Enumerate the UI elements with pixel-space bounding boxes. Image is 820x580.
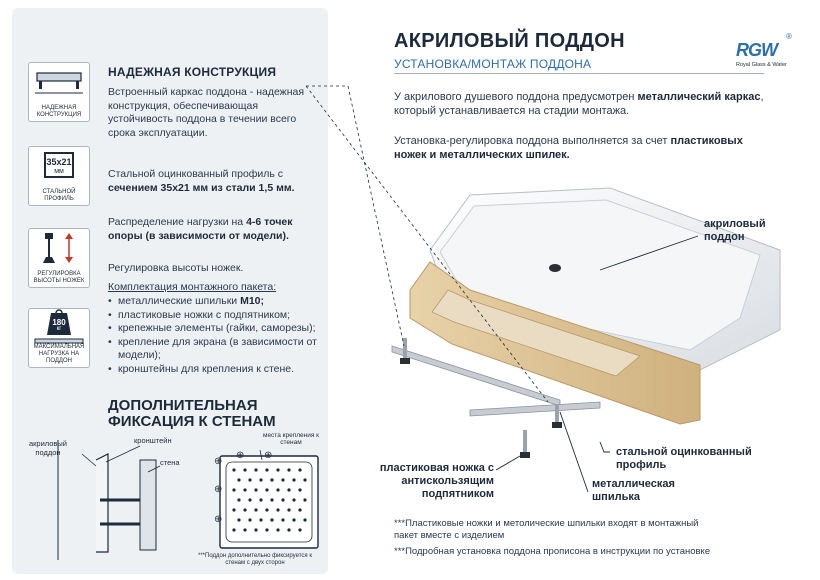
kit-item-text: пластиковые ножки с подпятником; bbox=[118, 308, 291, 321]
steel-profile-icon-unit: мм bbox=[54, 168, 64, 175]
max-load-icon-unit: кг bbox=[56, 326, 62, 332]
callout-plastic-leg: пластиковая ножка с антискользящим подпятником bbox=[379, 462, 494, 500]
page-title: АКРИЛОВЫЙ ПОДДОН bbox=[394, 30, 625, 52]
intro-p2-start: Установка-регулировка поддона выполняется за счет bbox=[394, 135, 671, 147]
callout-acrylic-tray: акриловый поддон bbox=[704, 218, 766, 243]
kit-item-text: металлические шпильки bbox=[118, 295, 241, 307]
page-subtitle: УСТАНОВКА/МОНТАЖ ПОДДОНА bbox=[394, 57, 592, 71]
kit-heading: Комплектация монтажного пакета: bbox=[108, 281, 277, 293]
label-tray-small: акриловый поддон bbox=[28, 439, 67, 457]
height-adjust-text: Регулировка высоты ножек. bbox=[108, 262, 244, 274]
callout-steel-profile: стальной оцинкованный профиль bbox=[616, 446, 752, 471]
max-load-icon-value: 180 bbox=[52, 318, 66, 327]
intro-p1-end: , который устанавливается на стадии монтажа. bbox=[394, 91, 764, 117]
label-bracket: кронштейн bbox=[134, 436, 172, 445]
callout-metal-stud: металлическая шпилька bbox=[592, 478, 675, 503]
note-kit: ***Пластиковые ножки и метолические шпильки входят в монтажный пакет вместе с изделием bbox=[394, 518, 699, 541]
kit-item-text: крепежные элементы (гайки, саморезы); bbox=[118, 322, 316, 334]
height-adjust-icon-caption: РЕГУЛИРОВКА ВЫСОТЫ НОЖЕК bbox=[33, 271, 85, 284]
drain-hole bbox=[549, 264, 561, 272]
fixation-cross-3: ⊕ bbox=[214, 514, 223, 525]
max-load-icon-caption: МАКСИМАЛЬНАЯ НАГРУЗКА НА ПОДДОН bbox=[33, 344, 85, 364]
kit-item-text: крепление для экрана (в зависимости от модели); bbox=[118, 335, 317, 361]
load-text-start: Распределение нагрузки на bbox=[108, 216, 247, 228]
construction-text: Встроенный каркас поддона - надежная конструкция, обеспечивающая устойчивость поддона в течении всего срока эксплуатации. bbox=[108, 86, 305, 139]
intro-p2-bold: пластиковых ножек и металлических шпилек. bbox=[394, 135, 743, 161]
kit-item-bold: М10; bbox=[240, 295, 265, 307]
steel-profile-bar-2 bbox=[470, 402, 600, 416]
fixation-cross-1: ⊕ bbox=[214, 456, 223, 467]
note-instructions: ***Подробная установка поддона прописона в инструкции по установке bbox=[394, 546, 711, 557]
wall-fixation-footnote: ***Поддон дополнительно фиксируется к стенам с двух сторон bbox=[198, 553, 312, 566]
logo-registered: ® bbox=[786, 32, 792, 41]
logo-text: RGW bbox=[736, 40, 777, 60]
steel-profile-icon-value: 35x21 bbox=[46, 157, 72, 167]
construction-heading: НАДЕЖНАЯ КОНСТРУКЦИЯ bbox=[108, 65, 277, 79]
support-leg-2 bbox=[520, 430, 530, 458]
steel-profile-text-start: Стальной оцинкованный профиль с bbox=[108, 168, 284, 180]
fixation-cross-4: ⊕ bbox=[236, 450, 245, 461]
kit-item-text: кронштейны для крепления к стене. bbox=[118, 362, 295, 375]
intro-p1-start: У акрилового душевого поддона предусмотрен bbox=[394, 91, 638, 103]
extra-fixation-heading-line2: ФИКСАЦИЯ К СТЕНАМ bbox=[108, 413, 276, 430]
fixation-cross-5: ⊕ bbox=[264, 450, 273, 461]
steel-profile-icon-caption: СТАЛЬНОЙ ПРОФИЛЬ bbox=[42, 189, 76, 202]
intro-p1-bold: металлический каркас bbox=[637, 91, 761, 103]
construction-icon-caption: НАДЕЖНАЯ КОНСТРУКЦИЯ bbox=[36, 105, 82, 118]
steel-profile-text-bold: сечением 35х21 мм из стали 1,5 мм. bbox=[108, 181, 295, 194]
logo-subtext: Royal Glass & Water bbox=[736, 62, 787, 68]
label-fix-places: места крепления к стенам bbox=[262, 432, 320, 446]
load-text-bold: 4-6 точек опоры (в зависимости от модели). bbox=[108, 216, 293, 242]
extra-fixation-heading-line1: ДОПОЛНИТЕЛЬНАЯ bbox=[108, 397, 258, 414]
label-wall: стена bbox=[160, 458, 180, 467]
fixation-cross-2: ⊕ bbox=[214, 484, 223, 495]
